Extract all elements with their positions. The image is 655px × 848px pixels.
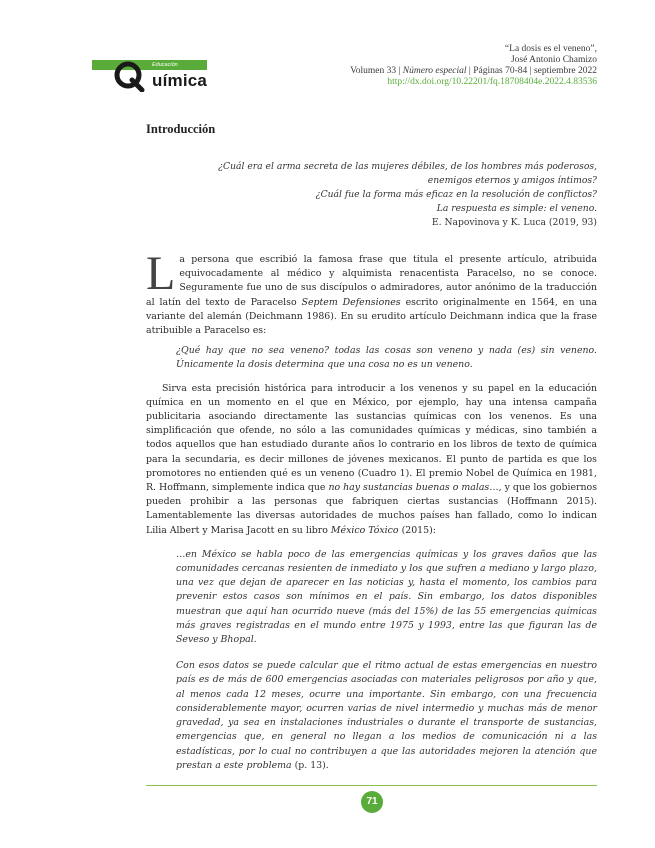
doi-link[interactable]: http://dx.doi.org/10.22201/fq.18708404e.2022.4.83536 bbox=[387, 77, 597, 87]
block-quote-1: …en México se habla poco de las emergencias químicas y los graves daños que las comunidades cercanas resienten de inmediato y los que sufren a mediano y largo plazo, una vez que dejan de aparecer en las noticias y, hasta el momento, los cambios para prevenir estos casos son mínimos en el país. Sin embargo, los datos disponibles muestran que aquí han ocurrido nueve (más del 15%) de las 55 emergencias químicas más graves registradas en el mundo entre 1975 y 1993, entre las que figuran las de Seveso y Bhopal. bbox=[176, 548, 597, 646]
paragraph-text: …, y que los gobiernos pueden prohibir a las personas que fabriquen ciertas sustancias (Hoffmann 2015). Lamentablemente las diversas autoridades de muchos países han fallado, como lo indican Lilia Albert y Marisa Jacott en su libro bbox=[146, 482, 598, 536]
paragraph-context bbox=[146, 382, 597, 538]
logo-q-icon bbox=[112, 58, 146, 92]
paragraph-text: Sirva esta precisión histórica para introducir a los venenos y su papel en la educación química en un momento en el que en México, por ejemplo, hay una intensa campaña publicitaria asociando directamente las sustancias químicas con los venenos. Es una simplificación que ofende, no sólo a las comunidades químicas y médicas, sino también a todos aquellos que han estudiado durante años lo contrario en los libros de texto de química para la secundaria, es decir millones de jóvenes mexicanos. El punto de partida es que los promotores no entienden qué es un veneno (Cuadro 1). El premio Nobel de Química en 1981, R. Hoffmann, simplemente indica que bbox=[146, 382, 597, 494]
journal-logo bbox=[92, 60, 207, 96]
paracelso-quote: ¿Qué hay que no sea veneno? todas las cosas son veneno y nada (es) sin veneno. Únicamente la dosis determina que una cosa no es un veneno. bbox=[176, 345, 597, 371]
logo-small-text: Educación bbox=[152, 62, 178, 68]
emphasis-text: no hay sustancias buenas o malas bbox=[328, 482, 490, 494]
epigraph-line: enemigos eternos y amigos íntimos? bbox=[427, 175, 597, 186]
section-title: Introducción bbox=[146, 122, 216, 136]
drop-cap: L bbox=[146, 247, 176, 300]
header-article-title: “La dosis es el veneno”, bbox=[504, 44, 597, 54]
article-body bbox=[146, 247, 598, 773]
paragraph-intro bbox=[146, 247, 597, 338]
epigraph-line: ¿Cuál era el arma secreta de las mujeres débiles, de los hombres más poderosos, bbox=[218, 161, 597, 172]
header-volume-info bbox=[350, 66, 597, 77]
header-pages: | Páginas 70-84 | septiembre 2022 bbox=[466, 66, 597, 76]
header-author: José Antonio Chamizo bbox=[510, 55, 597, 65]
epigraph-line: La respuesta es simple: el veneno. bbox=[436, 203, 597, 214]
book-title: México Tóxico bbox=[330, 524, 399, 536]
paragraph-text: a persona que escribió la famosa frase que titula el presente artículo, atribuida equivocadamente al médico y alquimista renacentista Paracelso, no se conoce. Seguramente fue uno de sus discípulos o admiradores, autor anónimo de la traducción al latín del texto de Paracelso bbox=[146, 254, 597, 308]
header-volume: Volumen 33 | bbox=[350, 66, 403, 76]
header-issue: Número especial bbox=[402, 66, 467, 76]
page-number: 71 bbox=[361, 791, 383, 813]
logo-word: uímica bbox=[152, 71, 208, 90]
paragraph-text: escrito originalmente en 1564, en una variante del alemán (Deichmann 1986). En su erudito artículo Deichmann indica que la frase atribuible a Paracelso es: bbox=[146, 296, 597, 337]
quote-text: Con esos datos se puede calcular que el ritmo actual de estas emergencias en nuestro país es de más de 600 emergencias asociadas con materiales peligrosos por año y que, al menos cada 12 meses, ocurre una importante. Sin embargo, con una frecuencia considerablemente mayor, ocurren varias de nivel intermedio y muchas más de menor gravedad, ya sea en instalaciones industriales o durante el transporte de sustancias, emergencias que, en general no llegan a los medios de comunicación ni a las estadísticas, por lo cual no contribuyen a que las autoridades mejoren la atención que prestan a este problema bbox=[176, 660, 597, 771]
epigraph-line: ¿Cuál fue la forma más eficaz en la resolución de conflictos? bbox=[315, 189, 597, 200]
logo-green-bar bbox=[92, 60, 207, 70]
epigraph-author: E. Napovinova y K. Luca (2019, 93) bbox=[431, 217, 597, 228]
paragraph-text: (2015): bbox=[398, 524, 436, 536]
book-title: Septem Defensiones bbox=[301, 296, 401, 308]
epigraph bbox=[218, 160, 597, 230]
quote-citation: (p. 13). bbox=[291, 759, 329, 771]
running-header bbox=[350, 44, 597, 88]
footer-divider bbox=[146, 785, 597, 786]
block-quote-2 bbox=[146, 659, 597, 773]
